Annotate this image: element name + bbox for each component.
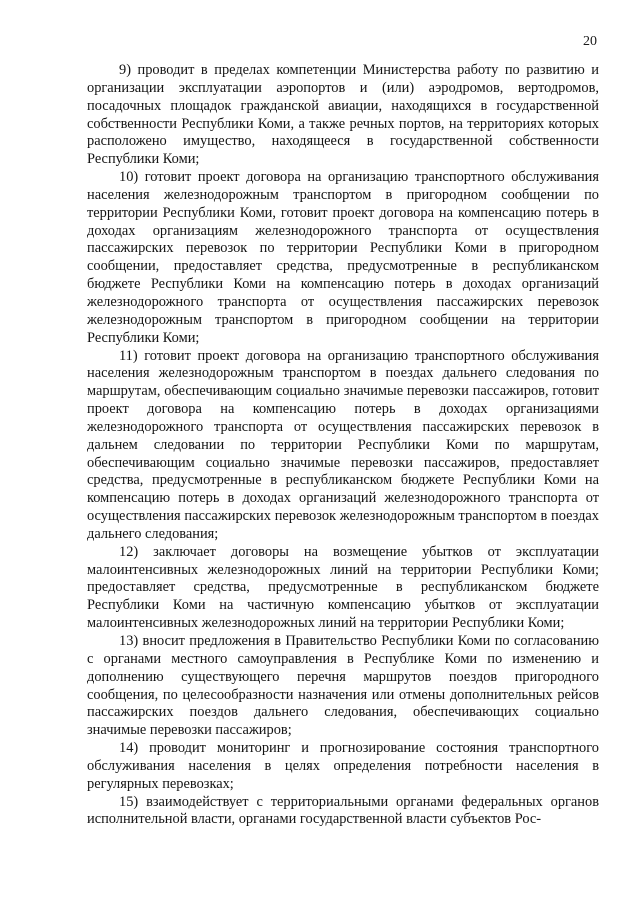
paragraph-item-15: 15) взаимодействует с территориальными органами федеральных органов исполнительной власти, органами государственной власти субъектов Рос-: [87, 793, 599, 828]
paragraph-item-9: 9) проводит в пределах компетенции Министерства работу по развитию и организации эксплуатации аэропортов и (или) аэродромов, вертодромов, посадочных площадок гражданской авиации, находящихся в государственной собственности Республики Коми, а также речных портов, на территориях которых расположено имущество, находящееся в государственной собственности Республики Коми;: [87, 62, 599, 168]
paragraph-item-10: 10) готовит проект договора на организацию транспортного обслуживания населения железнодорожным транспортом в пригородном сообщении по территории Республики Коми, готовит проект договора на компенсацию потерь в доходах организациям железнодорожного транспорта от осуществления пассажирских перевозок по территории Республики Коми в пригородном сообщении, предоставляет средства, предусмотренные в республиканском бюджете Республики Коми на компенсацию потерь в доходах организаций железнодорожного транспорта от осуществления пассажирских перевозок железнодорожным транспортом в пригородном сообщении на территории Республики Коми;: [87, 169, 599, 346]
paragraph-item-11: 11) готовит проект договора на организацию транспортного обслуживания населения железнодорожным транспортом в поездах дальнего следования по маршрутам, обеспечивающим социально значимые перевозки пассажиров, готовит проект договора на компенсацию потерь в доходах организациями железнодорожного транспорта от осуществления пассажирских перевозок в дальнем следовании по территории Республики Коми по маршрутам, обеспечивающим социально значимые перевозки пассажиров, предоставляет средства, предусмотренные в республиканском бюджете Республики Коми на компенсацию потерь в доходах организаций железнодорожного транспорта от осуществления пассажирских перевозок железнодорожным транспортом в поездах дальнего следования;: [87, 347, 599, 542]
document-body: [87, 62, 599, 829]
paragraph-item-14: 14) проводит мониторинг и прогнозирование состояния транспортного обслуживания населения в целях определения потребности населения в регулярных перевозках;: [87, 740, 599, 792]
paragraph-item-13: 13) вносит предложения в Правительство Республики Коми по согласованию с органами местного самоуправления в Республике Коми по изменению и дополнению существующего перечня маршрутов поездов пригородного сообщения, по целесообразности назначения или отмены дополнительных рейсов пассажирских поездов дальнего следования, обеспечивающих социально значимые перевозки пассажиров;: [87, 633, 599, 739]
paragraph-item-12: 12) заключает договоры на возмещение убытков от эксплуатации малоинтенсивных железнодорожных линий на территории Республики Коми; предоставляет средства, предусмотренные в республиканском бюджете Республики Коми на частичную компенсацию убытков от эксплуатации малоинтенсивных железнодорожных линий на территории Республики Коми;: [87, 543, 599, 632]
page-number: 20: [583, 34, 597, 49]
